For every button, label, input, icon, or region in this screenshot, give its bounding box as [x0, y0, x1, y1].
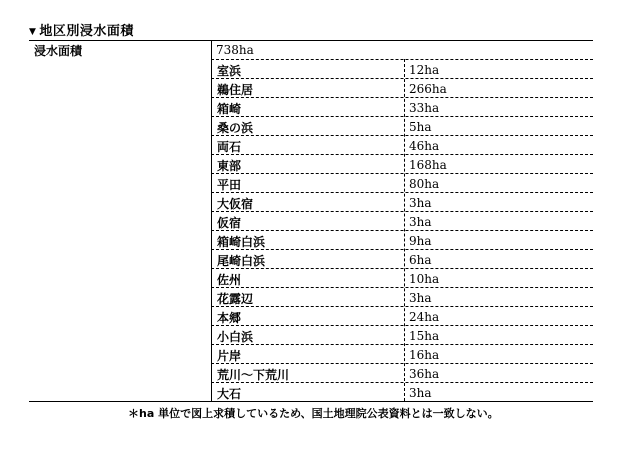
- district-area: 15ha: [409, 329, 440, 343]
- district-area: 9ha: [409, 234, 432, 248]
- table-row: [211, 212, 593, 231]
- district-table: [211, 60, 593, 402]
- district-area: 3ha: [409, 291, 432, 305]
- table-top-border: [29, 40, 593, 41]
- district-area: 10ha: [409, 272, 440, 286]
- table-row: [211, 364, 593, 383]
- table-row: [211, 383, 593, 402]
- district-name: 大石: [217, 387, 242, 401]
- district-name: 本郷: [217, 311, 242, 325]
- section-title: [29, 20, 134, 39]
- table-row: [211, 326, 593, 345]
- district-name: 室浜: [217, 64, 242, 78]
- district-area: 12ha: [409, 63, 440, 77]
- table-row: [211, 174, 593, 193]
- district-area: 3ha: [409, 196, 432, 210]
- district-name: 桑の浜: [217, 121, 254, 135]
- district-area: 36ha: [409, 367, 440, 381]
- district-area: 33ha: [409, 101, 440, 115]
- district-name: 箱崎白浜: [217, 235, 266, 249]
- table-row: [211, 288, 593, 307]
- district-area: 266ha: [409, 82, 447, 96]
- table-bottom-border: [29, 401, 593, 402]
- table-row: [211, 98, 593, 117]
- table-row: [211, 117, 593, 136]
- table-row: [211, 250, 593, 269]
- district-area: 24ha: [409, 310, 440, 324]
- district-name: 鵜住居: [217, 83, 254, 97]
- district-name: 荒川～下荒川: [217, 368, 290, 382]
- row-header-label: 浸水面積: [34, 44, 83, 58]
- district-name: 東部: [217, 159, 242, 173]
- district-area: 3ha: [409, 215, 432, 229]
- table-row: [211, 269, 593, 288]
- district-area: 6ha: [409, 253, 432, 267]
- district-name: 箱崎: [217, 102, 242, 116]
- table-row: [211, 60, 593, 79]
- district-name: 佐州: [217, 273, 242, 287]
- total-value: 738ha: [216, 43, 254, 57]
- district-name: 花露辺: [217, 292, 254, 306]
- district-name: 平田: [217, 178, 242, 192]
- table-row: [211, 307, 593, 326]
- district-area: 80ha: [409, 177, 440, 191]
- table-row: [211, 79, 593, 98]
- district-area: 5ha: [409, 120, 432, 134]
- district-name: 尾崎白浜: [217, 254, 266, 268]
- district-name: 両石: [217, 140, 242, 154]
- table-row: [211, 136, 593, 155]
- table-row: [211, 231, 593, 250]
- district-area: 46ha: [409, 139, 440, 153]
- table-row: [211, 193, 593, 212]
- district-name: 仮宿: [217, 216, 242, 230]
- district-area: 168ha: [409, 158, 447, 172]
- district-name: 小白浜: [217, 330, 254, 344]
- table-row: [211, 345, 593, 364]
- district-area: 3ha: [409, 386, 432, 400]
- section-title-text: 地区別浸水面積: [39, 24, 134, 39]
- district-name: 片岸: [217, 349, 242, 363]
- district-name: 大仮宿: [217, 197, 254, 211]
- district-area: 16ha: [409, 348, 440, 362]
- triangle-down-icon: ▼: [29, 27, 37, 37]
- table-row: [211, 155, 593, 174]
- footnote: ＊ha 単位で図上求積しているため、国土地理院公表資料とは一致しない。: [128, 407, 499, 420]
